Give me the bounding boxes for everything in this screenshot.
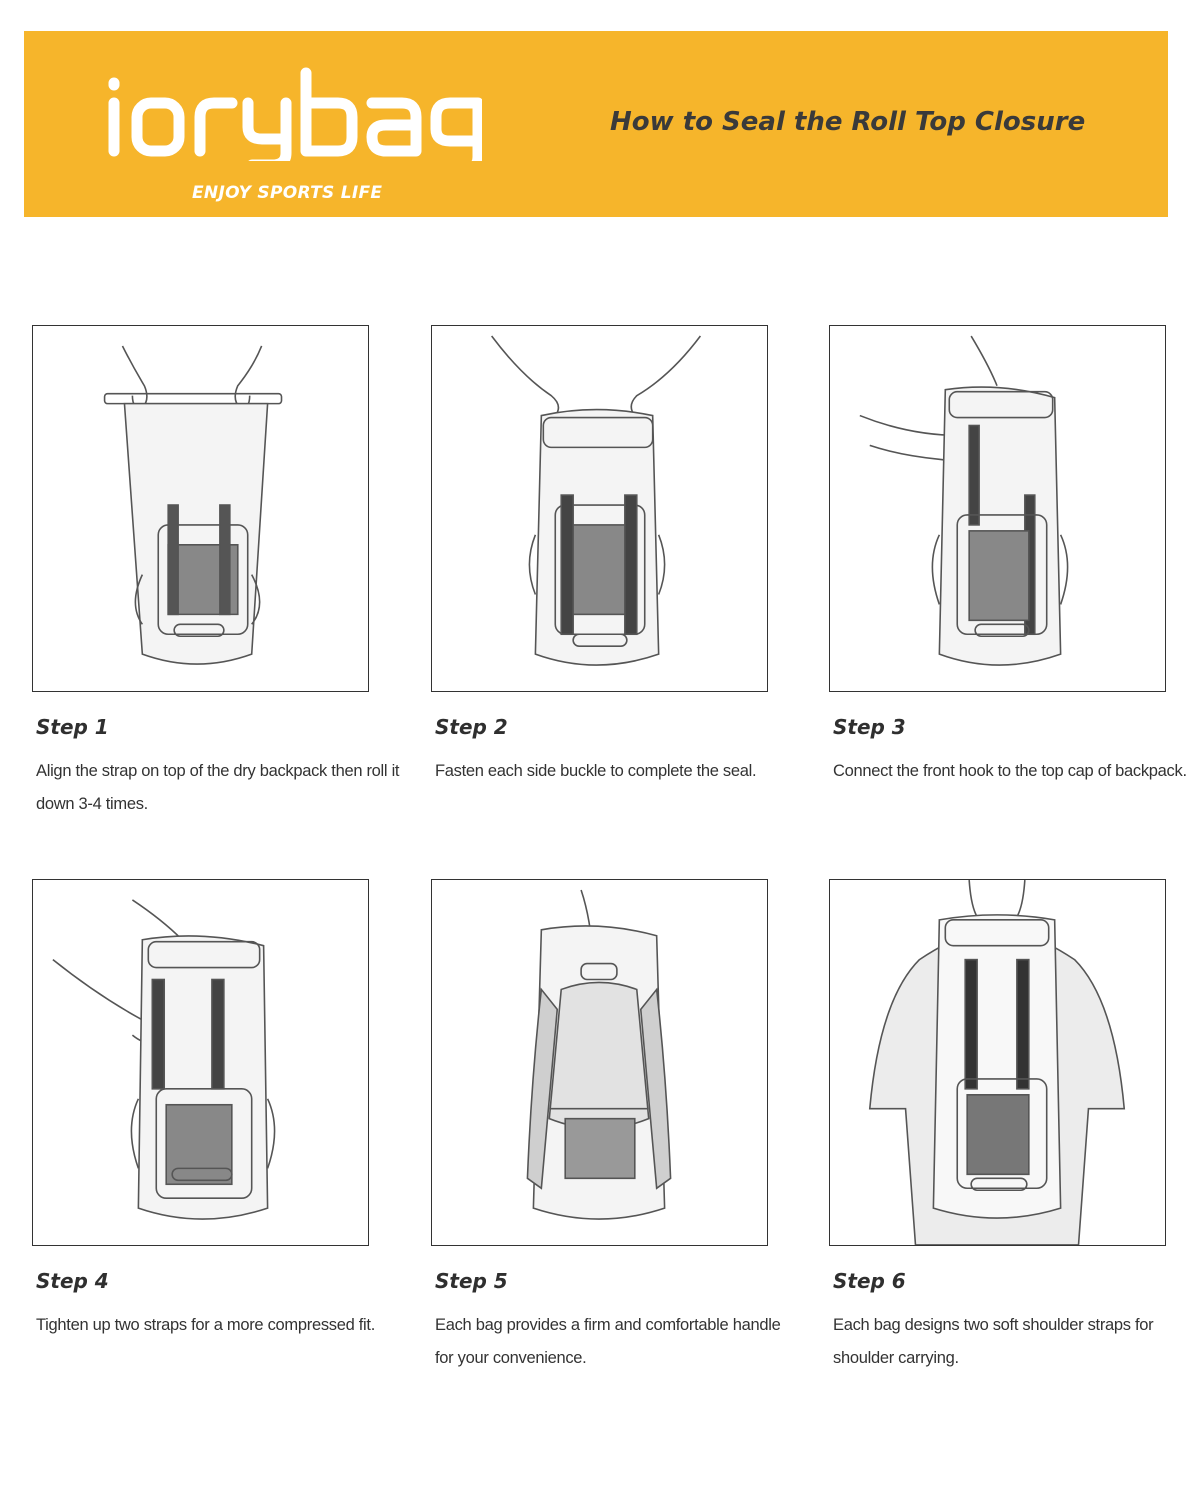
iorybag-logo-wordmark	[102, 61, 482, 161]
step-2-title: Step 2	[435, 715, 508, 739]
step-6-description: Each bag designs two soft shoulder straps for shoulder carrying.	[833, 1316, 1154, 1367]
carry-handle-icon	[432, 880, 767, 1245]
step-6-illustration	[829, 879, 1166, 1246]
brand-logo	[102, 61, 482, 203]
step-3-illustration	[829, 325, 1166, 692]
backpack-unrolled-icon	[33, 326, 368, 691]
step-1-description: Align the strap on top of the dry backpack then roll it down 3-4 times.	[36, 762, 400, 813]
step-4-illustration	[32, 879, 369, 1246]
tighten-straps-icon	[33, 880, 368, 1245]
step-3-title: Step 3	[833, 715, 906, 739]
step-6-title: Step 6	[833, 1269, 906, 1293]
step-1-title: Step 1	[36, 715, 109, 739]
front-hook-icon	[830, 326, 1165, 691]
step-2-description: Fasten each side buckle to complete the seal.	[435, 762, 757, 780]
step-5-title: Step 5	[435, 1269, 508, 1293]
step-4-title: Step 4	[36, 1269, 109, 1293]
step-5-description: Each bag provides a firm and comfortable handle for your convenience.	[435, 1316, 781, 1367]
step-3-description: Connect the front hook to the top cap of backpack.	[833, 762, 1187, 780]
step-2-illustration	[431, 325, 768, 692]
step-5-illustration	[431, 879, 768, 1246]
person-wearing-backpack-icon	[830, 880, 1165, 1245]
step-4-description: Tighten up two straps for a more compressed fit.	[36, 1316, 375, 1334]
page-title: How to Seal the Roll Top Closure	[610, 107, 1086, 137]
backpack-rolled-icon	[432, 326, 767, 691]
brand-tagline: ENJOY SPORTS LIFE	[192, 183, 383, 203]
step-1-illustration	[32, 325, 369, 692]
header-banner	[24, 31, 1168, 217]
